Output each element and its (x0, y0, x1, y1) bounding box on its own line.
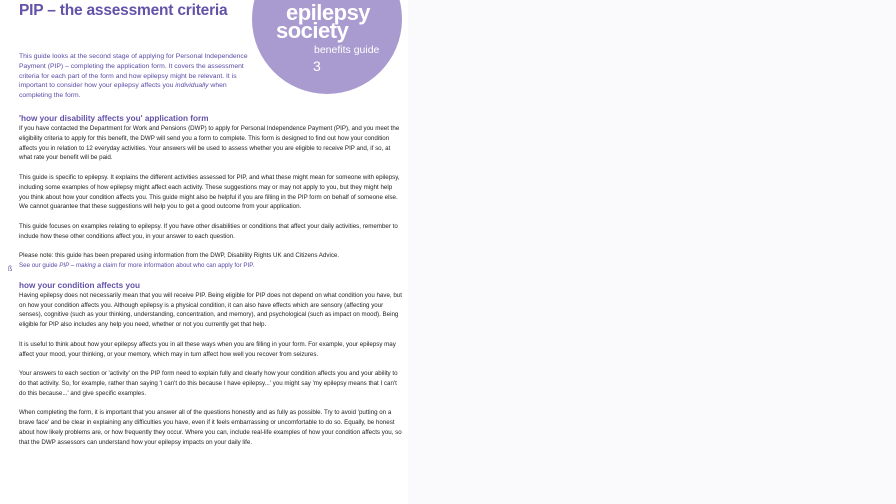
intro-paragraph (19, 52, 249, 101)
document-page (0, 0, 408, 504)
page-title: PIP – the assessment criteria (19, 2, 228, 19)
paragraph: This guide is specific to epilepsy. It explains the different activities assessed for PIP, and what these might mean for someone with epilepsy, including some examples of how epilepsy might affect each activity. These suggestions may or may not apply to you, but they might help you think about how your condition affects you. This guide might also be helpful if you are filling in the PIP form on behalf of someone else. We cannot guarantee that these suggestions will help you to get a good outcome from your application. (19, 173, 400, 211)
guide-link[interactable]: PIP – making a claim (59, 262, 118, 270)
paragraph: Your answers to each section or 'activity' on the PIP form need to explain fully and clearly how your condition affects you and your ability to do that activity. So, for example, rather than saying 'I can't do this because I have epilepsy...' you might say 'my epilepsy means that I can't do this because...' and give specific examples. (19, 370, 398, 397)
margin-mark: ß (8, 266, 13, 273)
body-text (19, 114, 403, 457)
intro-text-1: This guide looks at the second stage of applying for Personal Independence Payment (PIP) – completing the application form. It covers the assessment criteria for each part of the form and how epilepsy might be relevant. It is important to consider how your epilepsy affects you (19, 53, 248, 90)
section-heading-condition: how your condition affects you (19, 280, 140, 290)
paragraph: This guide focuses on examples relating to epilepsy. If you have other disabilities or conditions that affect your daily activities, remember to include how these other conditions affect you, in your answer to each question. (19, 222, 398, 240)
guide-number: 3 (313, 58, 321, 74)
see-guide-text: See our guide (19, 262, 60, 270)
logo-word-epilepsy: epilepsy (286, 0, 371, 25)
intro-emphasis: individually (175, 82, 209, 90)
note-paragraph: Please note: this guide has been prepared using information from the DWP, Disability Rights UK and Citizens Advice. (19, 252, 340, 260)
paragraph: When completing the form, it is important that you answer all of the questions honestly and as fully as possible. Try to avoid 'putting on a brave face' and be clear in explaining any difficulties you have, even if it feels embarrassing or uncomfortable to do so. Equally, be honest about how likely problems are, or how frequently they occur. Where you can, include real-life examples of how your condition affects you, so that the DWP assessors can understand how your epilepsy impacts on your daily life. (19, 409, 402, 446)
intro-text-2: when completing the form. (19, 82, 227, 100)
paragraph: It is useful to think about how your epilepsy affects you in all these ways when you are filling in your form. For example, your epilepsy may affect your mood, your thinking, or your memory, which may in turn affect how well you recover from seizures. (19, 340, 396, 358)
logo-subtitle: benefits guide (314, 44, 380, 56)
paragraph: If you have contacted the Department for Work and Pensions (DWP) to apply for Personal Independence Payment (PIP), and you meet the eligibility criteria to apply for this benefit, the DWP will send you a form to complete. This form is designed to find out how your condition affects you in relation to 12 everyday activities. Your answers will be used to assess whether you are eligible to receive PIP and, if so, at what rate your benefit will be paid. (19, 125, 400, 162)
section-heading-application-form: 'how your disability affects you' application form (19, 114, 209, 123)
see-guide-text-end: for more information about who can apply for PIP. (117, 262, 255, 270)
see-guide-note (19, 261, 403, 271)
paragraph: Having epilepsy does not necessarily mean that you will receive PIP. Being eligible for PIP does not depend on what condition you have, but on how your condition affects you. Although epilepsy is a physical condition, it can also have effects which are sensory (affecting your senses), cognitive (such as your thinking, understanding, concentration, and memory), and psychological (such as impact on mood). Being eligible for PIP also includes any help you need, whether or not you currently get that help. (19, 291, 402, 329)
logo-word-society: society (276, 18, 349, 43)
